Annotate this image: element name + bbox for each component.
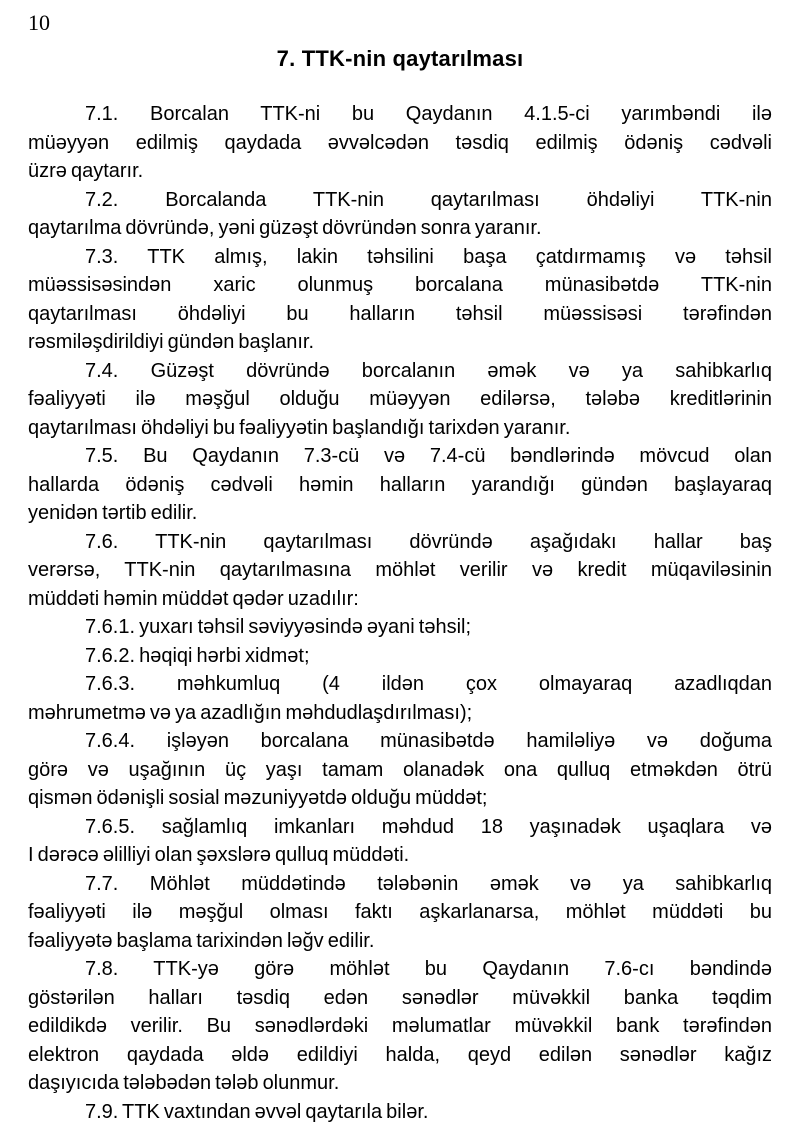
text-line: rəsmiləşdirildiyi gündən başlanır. — [28, 331, 315, 353]
text-line: yenidən tərtib edilir. — [28, 502, 198, 524]
text-line: I dərəcə əlilliyi olan şəxslərə qulluq müddəti. — [28, 844, 410, 866]
paragraph-7-3 — [28, 243, 772, 357]
paragraph-7-6 — [28, 528, 772, 614]
text-line: elektron qaydada əldə edildiyi halda, qeyd edilən sənədlər kağız — [28, 1043, 772, 1066]
text-line: edildikdə verilir. Bu sənədlərdəki məlumatlar müvəkkil bank tərəfindən — [28, 1015, 772, 1037]
text-line: 7.2. Borcalanda TTK-nin qaytarılması öhdəliyi TTK-nin — [85, 188, 772, 211]
text-line: müəyyən edilmiş qaydada əvvəlcədən təsdiq edilmiş ödəniş cədvəli — [28, 131, 772, 154]
text-line: 7.3. TTK almış, lakin təhsilini başa çatdırmamış və təhsil — [85, 245, 772, 268]
paragraph-7-5 — [28, 442, 772, 528]
text-line: görə və uşağının üç yaşı tamam olanadək ona qulluq etməkdən ötrü — [28, 758, 772, 781]
paragraph-7-2 — [28, 186, 772, 243]
text-line: 7.6. TTK-nin qaytarılması dövründə aşağıdakı hallar baş — [85, 530, 772, 553]
text-line: məhrumetmə və ya azadlığın məhdudlaşdırılması); — [28, 701, 473, 724]
text-line: üzrə qaytarır. — [28, 160, 144, 182]
page-number: 10 — [28, 10, 50, 35]
text-line: 7.6.4. işləyən borcalana münasibətdə hamiləliyə və doğuma — [85, 730, 772, 752]
text-line: müəssisəsindən xaric olunmuş borcalana münasibətdə TTK-nin — [28, 274, 772, 296]
text-line: 7.5. Bu Qaydanın 7.3-cü və 7.4-cü bəndlərində mövcud olan — [85, 445, 772, 467]
text-line: 7.6.2. həqiqi hərbi xidmət; — [85, 644, 310, 667]
text-line: fəaliyyəti ilə məşğul olması faktı aşkarlanarsa, möhlət müddəti bu — [28, 901, 772, 923]
paragraph-7-7 — [28, 870, 772, 956]
paragraph-7-8 — [28, 955, 772, 1098]
text-line: 7.6.1. yuxarı təhsil səviyyəsində əyani təhsil; — [85, 616, 472, 638]
text-line: fəaliyyəti ilə məşğul olduğu müəyyən edilərsə, tələbə kreditlərinin — [28, 388, 772, 410]
paragraph-7-4 — [28, 357, 772, 443]
text-line: 7.8. TTK-yə görə möhlət bu Qaydanın 7.6-cı bəndində — [85, 958, 772, 980]
text-line: göstərilən halları təsdiq edən sənədlər müvəkkil banka təqdim — [28, 986, 772, 1009]
text-line: qaytarılması öhdəliyi bu fəaliyyətin başlandığı tarixdən yaranır. — [28, 416, 571, 439]
text-line: 7.7. Möhlət müddətində tələbənin əmək və ya sahibkarlıq — [85, 872, 772, 895]
text-line: 7.1. Borcalan TTK-ni bu Qaydanın 4.1.5-ci yarımbəndi ilə — [85, 103, 772, 125]
paragraph-7-6-2 — [28, 642, 772, 671]
text-line: qaytarılma dövründə, yəni güzəşt dövründən sonra yaranır. — [28, 217, 542, 239]
text-line: 7.6.5. sağlamlıq imkanları məhdud 18 yaşınadək uşaqlara və — [85, 815, 772, 838]
paragraph-7-6-3 — [28, 670, 772, 727]
text-line: müddəti həmin müddət qədər uzadılır: — [28, 587, 359, 610]
paragraph-7-6-4 — [28, 727, 772, 813]
text-line: qaytarılması öhdəliyi bu halların təhsil müəssisəsi tərəfindən — [28, 302, 772, 325]
paragraph-7-6-5 — [28, 813, 772, 870]
text-line: qismən ödənişli sosial məzuniyyətdə olduğu müddət; — [28, 787, 488, 809]
paragraph-7-9 — [28, 1098, 772, 1127]
text-line: 7.9. TTK vaxtından əvvəl qaytarıla bilər. — [85, 1100, 429, 1123]
text-line: verərsə, TTK-nin qaytarılmasına möhlət verilir və kredit müqaviləsinin — [28, 559, 772, 581]
text-line: fəaliyyətə başlama tarixindən ləğv edilir. — [28, 929, 375, 952]
paragraph-7-6-1 — [28, 613, 772, 642]
document-body — [28, 100, 772, 1126]
paragraph-7-1 — [28, 100, 772, 186]
section-heading: 7. TTK-nin qaytarılması — [276, 46, 524, 71]
text-line: daşıyıcıda tələbədən tələb olunmur. — [28, 1072, 340, 1094]
text-line: 7.6.3. məhkumluq (4 ildən çox olmayaraq azadlıqdan — [85, 673, 772, 695]
text-line: hallarda ödəniş cədvəli həmin halların yarandığı gündən başlayaraq — [28, 473, 772, 496]
text-line: 7.4. Güzəşt dövründə borcalanın əmək və ya sahibkarlıq — [85, 359, 772, 382]
